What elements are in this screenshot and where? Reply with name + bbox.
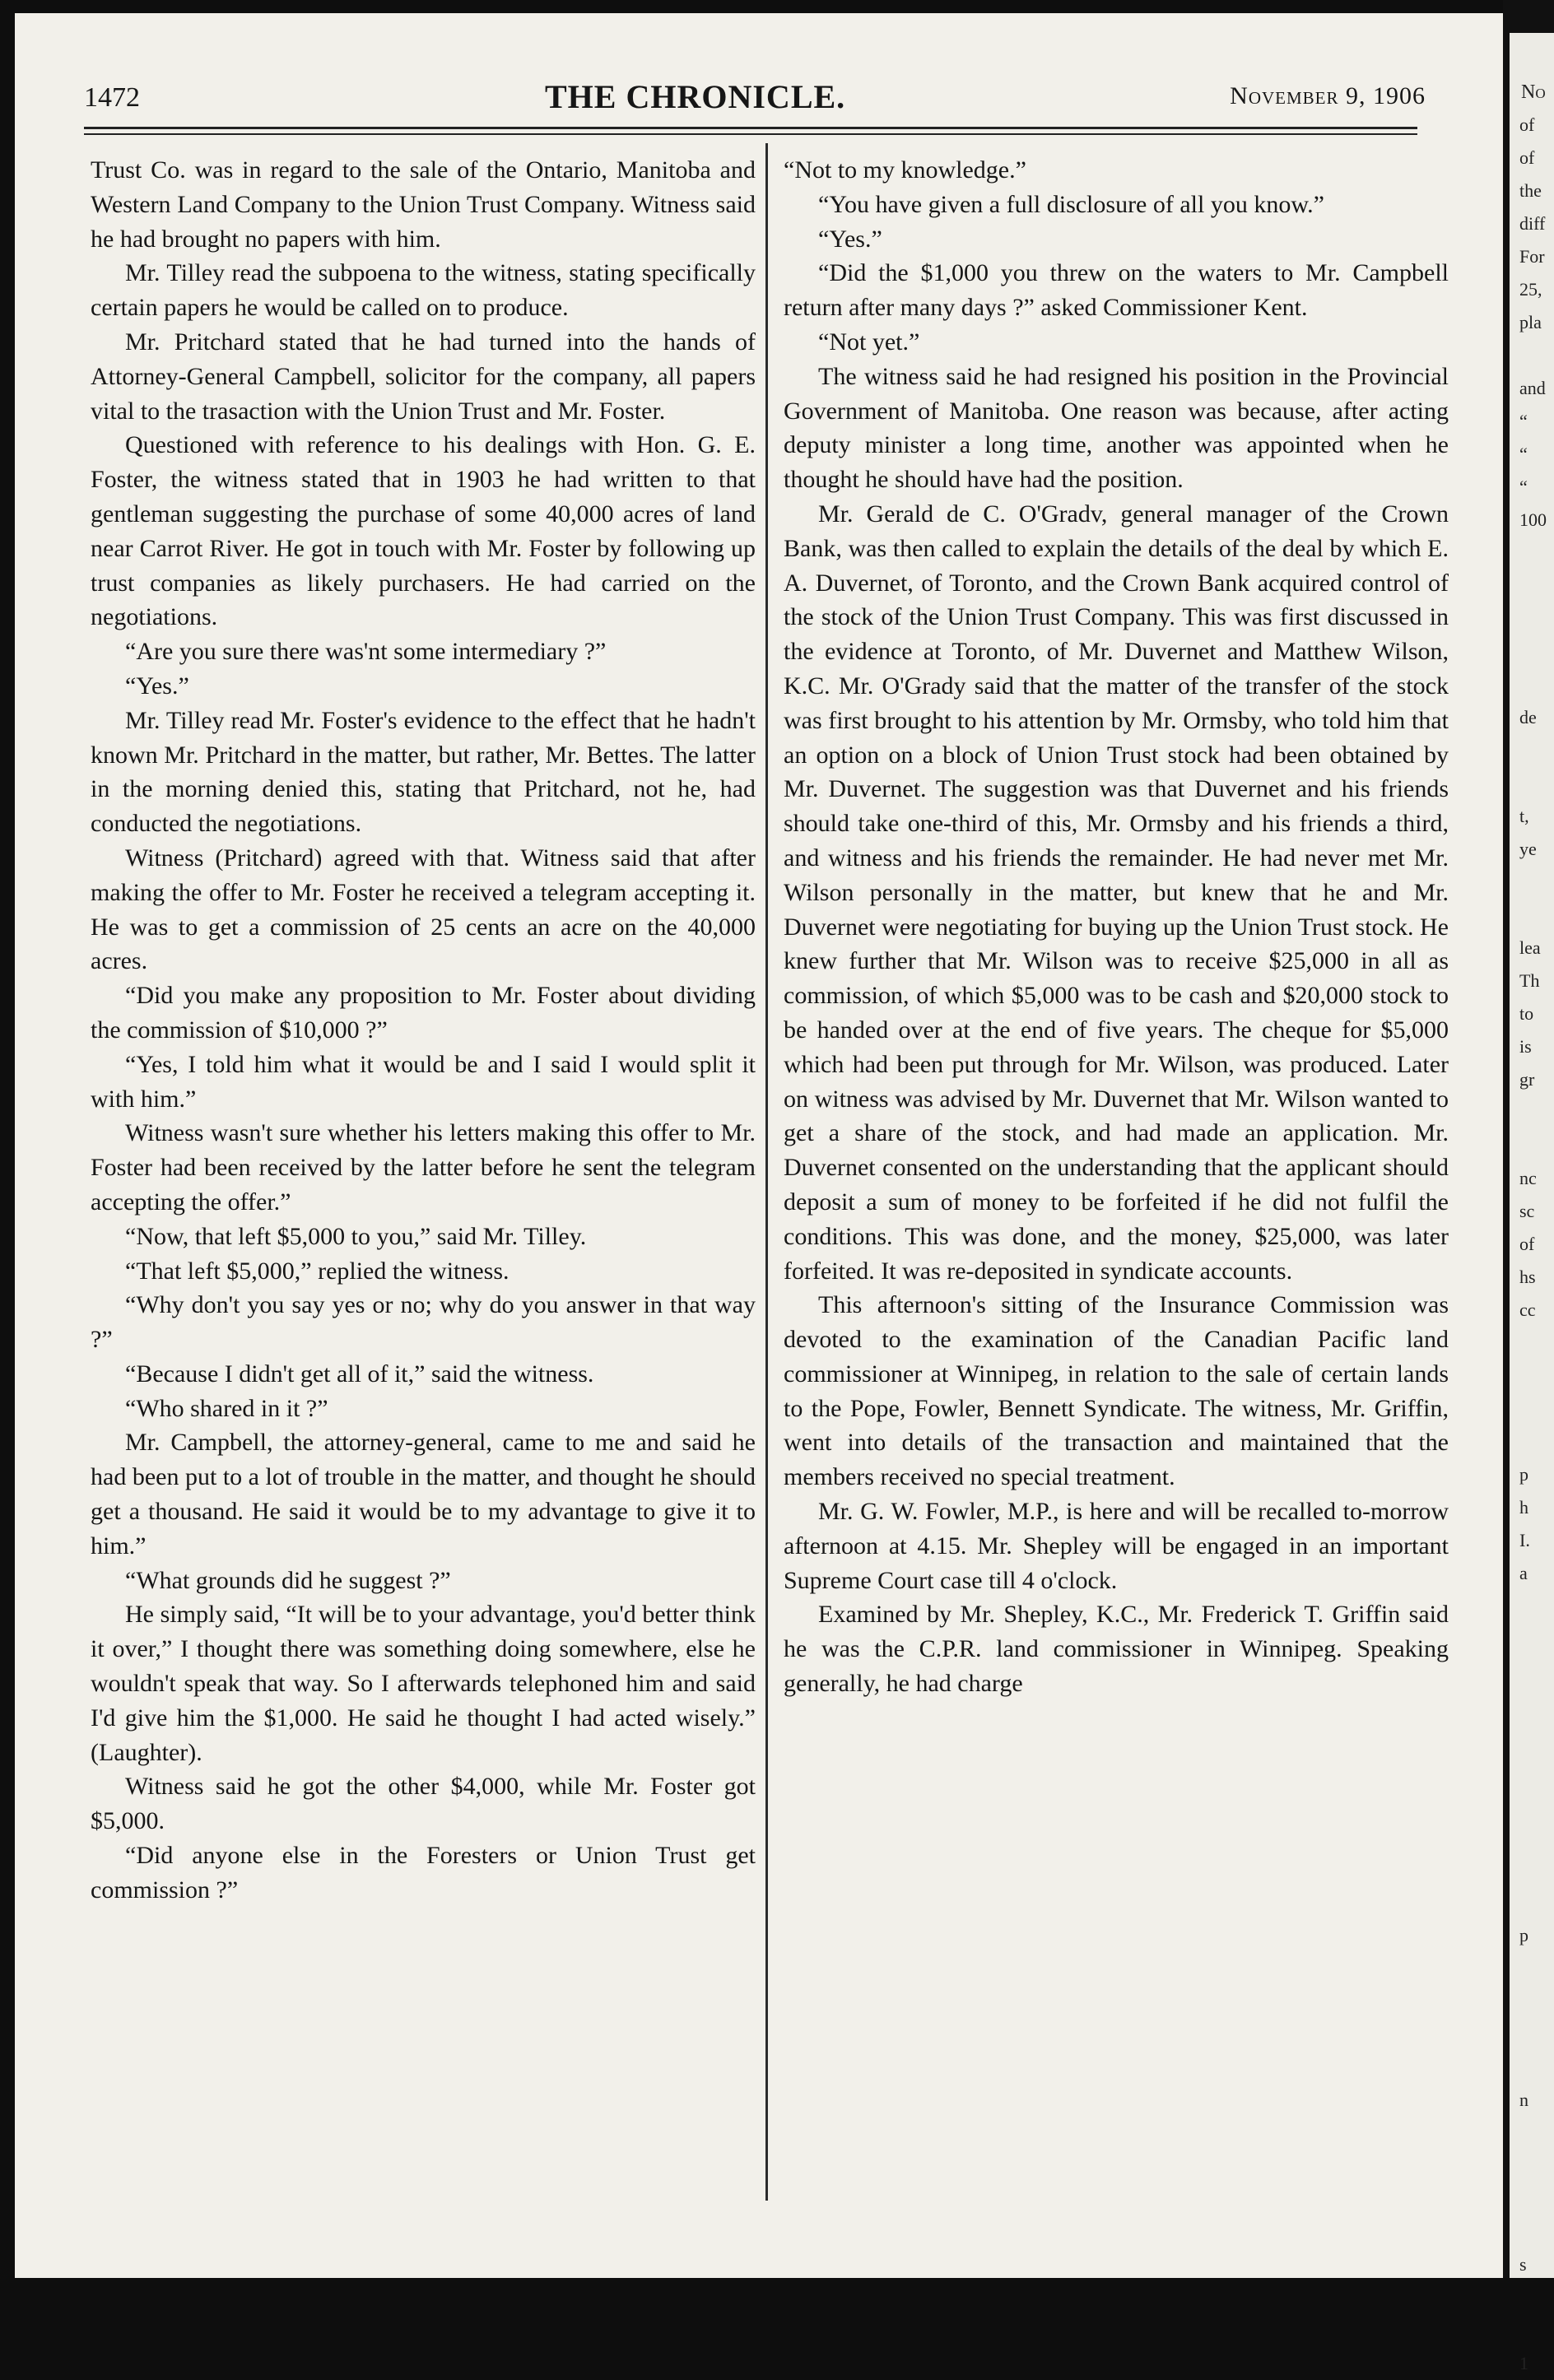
- adjacent-page-line: 25,: [1519, 279, 1542, 300]
- adjacent-page-line: p: [1519, 1464, 1528, 1485]
- issue-date: November 9, 1906: [1230, 82, 1426, 109]
- adjacent-page-line: a: [1519, 1563, 1528, 1583]
- adjacent-page-line: n: [1519, 2089, 1528, 2110]
- article-paragraph: Trust Co. was in regard to the sale of the Ontario, Manitoba and Western Land Company to the Union Trust Company. Witness said he had brought no papers with him.: [91, 156, 756, 253]
- adjacent-page-line: [1510, 2182, 1554, 2215]
- adjacent-page-line: “: [1519, 411, 1528, 431]
- adjacent-page-line: [1510, 1129, 1554, 1162]
- column-separator: [765, 143, 768, 2201]
- adjacent-page-line: [1510, 537, 1554, 569]
- article-paragraph: Mr. Campbell, the attorney-general, came to me and said he had been put to a lot of trouble in the matter, and thought he should get a thousand. He said it would be to my advantage to give it to him.”: [91, 1429, 756, 1560]
- adjacent-page-line: [1510, 1623, 1554, 1656]
- article-paragraph: Mr. Tilley read Mr. Foster's evidence to the effect that he hadn't known Mr. Pritchard in the matter, but rather, Mr. Bettes. The latter in the morning denied this, stating that Pritchard, not he, had conducted the negotiations.: [91, 706, 756, 838]
- adjacent-page-line: [1510, 1952, 1554, 1985]
- article-paragraph: Mr. Gerald de C. O'Gradv, general manager of the Crown Bank, was then called to explain the details of the deal by which E. A. Duvernet, of Toronto, and the Crown Bank acquired control of the stock of the Union Trust Company. This was first discussed in the evidence at Toronto, of Mr. Duvernet and Matthew Wilson, K.C. Mr. O'Grady said that the matter of the transfer of the stock was first brought to his attention by Mr. Ormsby, who told him that an option on a block of Union Trust stock had been obtained by Mr. Duvernet. The suggestion was that Duvernet and his friends should take one-third of this, Mr. Ormsby and his friends a third, and witness and his friends the remainder. He had never met Mr. Wilson personally in the matter, but knew that he and Mr. Duvernet were negotiating for buying up the Union Trust stock. He knew further that Mr. Wilson was to receive $25,000 in all as commission, of which $5,000 was to be cash and $20,000 stock to be handed over at the end of five years. The cheque for $5,000 which had been put through for Mr. Wilson, was produced. Later on witness was advised by Mr. Duvernet that Mr. Wilson wanted to get a share of the stock, and had made an application. Mr. Duvernet consented on the understanding that the applicant should deposit a sum of money to be forfeited if he did not fulfil the conditions. This was done, and the money, $25,000, was later forfeited. It was re-deposited in syndicate accounts.: [784, 500, 1449, 1285]
- right-column: [784, 153, 1449, 1701]
- adjacent-page-line: [1510, 1656, 1554, 1689]
- article-paragraph: “Are you sure there was'nt some intermediary ?”: [125, 638, 607, 666]
- article-paragraph: “That left $5,000,” replied the witness.: [125, 1257, 509, 1285]
- adjacent-page-line: hs: [1519, 1267, 1536, 1287]
- article-paragraph: Mr. Tilley read the subpoena to the witness, stating specifically certain papers he would be called on to produce.: [91, 259, 756, 322]
- adjacent-page-line: and: [1519, 378, 1546, 398]
- adjacent-page-line: [1510, 2215, 1554, 2248]
- adjacent-page-line: s: [1519, 2254, 1527, 2275]
- adjacent-page-line: of: [1519, 1234, 1535, 1254]
- article-paragraph: “Who shared in it ?”: [125, 1394, 328, 1422]
- adjacent-page-line: [1510, 1886, 1554, 1919]
- adjacent-page-line: [1510, 1722, 1554, 1755]
- adjacent-page-line: [1510, 1787, 1554, 1820]
- adjacent-page-line: [1510, 668, 1554, 701]
- article-paragraph: “Because I didn't get all of it,” said the witness.: [125, 1360, 594, 1388]
- article-paragraph: Witness wasn't sure whether his letters making this offer to Mr. Foster had been received by the latter before he sent the telegram accepting the offer.”: [91, 1119, 756, 1216]
- article-paragraph: The witness said he had resigned his position in the Provincial Government of Manitoba. One reason was because, after acting deputy minister a long time, another was appointed when he thought he should have had the position.: [784, 362, 1449, 494]
- page-number: 1472: [84, 82, 140, 113]
- article-paragraph: “Yes, I told him what it would be and I said I would split it with him.”: [91, 1050, 756, 1113]
- adjacent-page-line: h: [1519, 1497, 1528, 1518]
- adjacent-page-line: [1510, 1853, 1554, 1886]
- article-paragraph: This afternoon's sitting of the Insurance Commission was devoted to the examination of the Canadian Pacific land commissioner at Winnipeg, in relation to the sale of certain lands to the Pope, Fowler, Bennett Syndicate. The witness, Mr. Griffin, went into details of the transaction and maintained that the members received no special treatment.: [784, 1291, 1449, 1491]
- adjacent-page-line: p: [1519, 1925, 1528, 1945]
- adjacent-page-line: [1510, 602, 1554, 635]
- adjacent-page-line: sc: [1519, 1201, 1535, 1221]
- adjacent-page-line: nc: [1519, 1168, 1537, 1188]
- adjacent-page-line: [1510, 2117, 1554, 2150]
- article-paragraph: “Yes.”: [818, 225, 882, 253]
- article-paragraph: “Not yet.”: [818, 328, 920, 356]
- adjacent-page-line: [1510, 866, 1554, 899]
- adjacent-page-line: t,: [1519, 806, 1529, 826]
- article-paragraph: “Yes.”: [125, 672, 189, 700]
- adjacent-page-line: I.: [1519, 1530, 1530, 1550]
- adjacent-page-line: [1510, 2150, 1554, 2182]
- adjacent-page-line: [1510, 1392, 1554, 1425]
- left-column: [91, 153, 756, 1908]
- adjacent-page-line: [1510, 899, 1554, 932]
- adjacent-page-line: [1510, 2314, 1554, 2347]
- article-paragraph: “Not to my knowledge.”: [784, 156, 1026, 184]
- adjacent-page-line: For: [1519, 246, 1545, 267]
- adjacent-page-line: 1: [1519, 2353, 1528, 2373]
- article-paragraph: Witness (Pritchard) agreed with that. Witness said that after making the offer to Mr. Foster he received a telegram accepting it. He was to get a commission of 25 cents an acre on the 40,000 acres.: [91, 844, 756, 975]
- adjacent-page-line: [1510, 1360, 1554, 1392]
- adjacent-page-line: of: [1519, 114, 1535, 135]
- adjacent-page-line: [1510, 2018, 1554, 2051]
- article-paragraph: Questioned with reference to his dealings with Hon. G. E. Foster, the witness stated that in 1903 he had written to that gentleman suggesting the purchase of some 40,000 acres of land near Carrot River. He got in touch with Mr. Foster by following up trust companies as likely purchasers. He had carried on the negotiations.: [91, 431, 756, 631]
- adjacent-page-line: [1510, 1820, 1554, 1853]
- adjacent-page-line: [1510, 339, 1554, 372]
- article-paragraph: “Did the $1,000 you threw on the waters to Mr. Campbell return after many days ?” asked Commissioner Kent.: [784, 259, 1449, 322]
- article-paragraph: “Why don't you say yes or no; why do you answer in that way ?”: [91, 1291, 756, 1354]
- adjacent-page-line: [1510, 2051, 1554, 2084]
- adjacent-page-line: [1510, 1590, 1554, 1623]
- adjacent-page-line: diff: [1519, 213, 1546, 234]
- article-paragraph: “Now, that left $5,000 to you,” said Mr. Tilley.: [125, 1222, 587, 1250]
- article-paragraph: “Did you make any proposition to Mr. Foster about dividing the commission of $10,000 ?”: [91, 982, 756, 1044]
- article-paragraph: Mr. Pritchard stated that he had turned into the hands of Attorney-General Campbell, solicitor for the company, all papers vital to the trasaction with the Union Trust and Mr. Foster.: [91, 328, 756, 425]
- adjacent-page-line: [1510, 1689, 1554, 1722]
- article-paragraph: He simply said, “It will be to your advantage, you'd better think it over,” I thought there was something doing somewhere, else he wouldn't speak that way. So I afterwards telephoned him and said I'd give him the $1,000. He said he thought I had acted wisely.” (Laughter).: [91, 1601, 756, 1766]
- adjacent-page-line: [1510, 1096, 1554, 1129]
- article-paragraph: “What grounds did he suggest ?”: [125, 1566, 451, 1594]
- adjacent-page-line: [1510, 1755, 1554, 1787]
- adjacent-page-line: “: [1519, 476, 1528, 497]
- adjacent-page-line: the: [1519, 180, 1542, 201]
- adjacent-page-line: is: [1519, 1036, 1532, 1057]
- adjacent-page-line: [1510, 569, 1554, 602]
- masthead: [84, 76, 1426, 115]
- adjacent-page-line: “: [1519, 444, 1528, 464]
- header-rule: [84, 127, 1417, 129]
- adjacent-page-line: of: [1519, 147, 1535, 168]
- adjacent-page-line: cc: [1519, 1299, 1536, 1320]
- article-paragraph: “You have given a full disclosure of all you know.”: [818, 190, 1324, 218]
- adjacent-page-line: [1510, 635, 1554, 668]
- adjacent-page-fragment: [1510, 33, 1554, 2373]
- adjacent-page-line: [1510, 767, 1554, 800]
- article-paragraph: Mr. G. W. Fowler, M.P., is here and will be recalled to-morrow afternoon at 4.15. Mr. Shepley will be engaged in an important Supreme Court case till 4 o'clock.: [784, 1498, 1449, 1594]
- article-paragraph: “Did anyone else in the Foresters or Union Trust get commission ?”: [91, 1842, 756, 1904]
- adjacent-page-line: [1510, 1327, 1554, 1360]
- header-rule-thin: [84, 133, 1417, 135]
- adjacent-page-line: 100: [1519, 509, 1547, 530]
- article-paragraph: Examined by Mr. Shepley, K.C., Mr. Frederick T. Griffin said he was the C.P.R. land commissioner in Winnipeg. Speaking generally, he had charge: [784, 1601, 1449, 1698]
- adjacent-page-line: [1510, 2281, 1554, 2314]
- adjacent-page-line: to: [1519, 1003, 1534, 1024]
- adjacent-page-header: No: [1521, 81, 1546, 103]
- adjacent-page-line: [1510, 734, 1554, 767]
- adjacent-page-line: de: [1519, 707, 1537, 727]
- article-paragraph: Witness said he got the other $4,000, while Mr. Foster got $5,000.: [91, 1773, 756, 1835]
- adjacent-page-line: ye: [1519, 839, 1537, 859]
- newspaper-title: THE CHRONICLE.: [545, 78, 846, 115]
- adjacent-page-line: Th: [1519, 970, 1540, 991]
- adjacent-page-line: pla: [1519, 312, 1542, 332]
- adjacent-page-line: lea: [1519, 937, 1541, 958]
- adjacent-page-line: [1510, 1985, 1554, 2018]
- adjacent-page-line: gr: [1519, 1069, 1535, 1090]
- adjacent-page-line: [1510, 1425, 1554, 1458]
